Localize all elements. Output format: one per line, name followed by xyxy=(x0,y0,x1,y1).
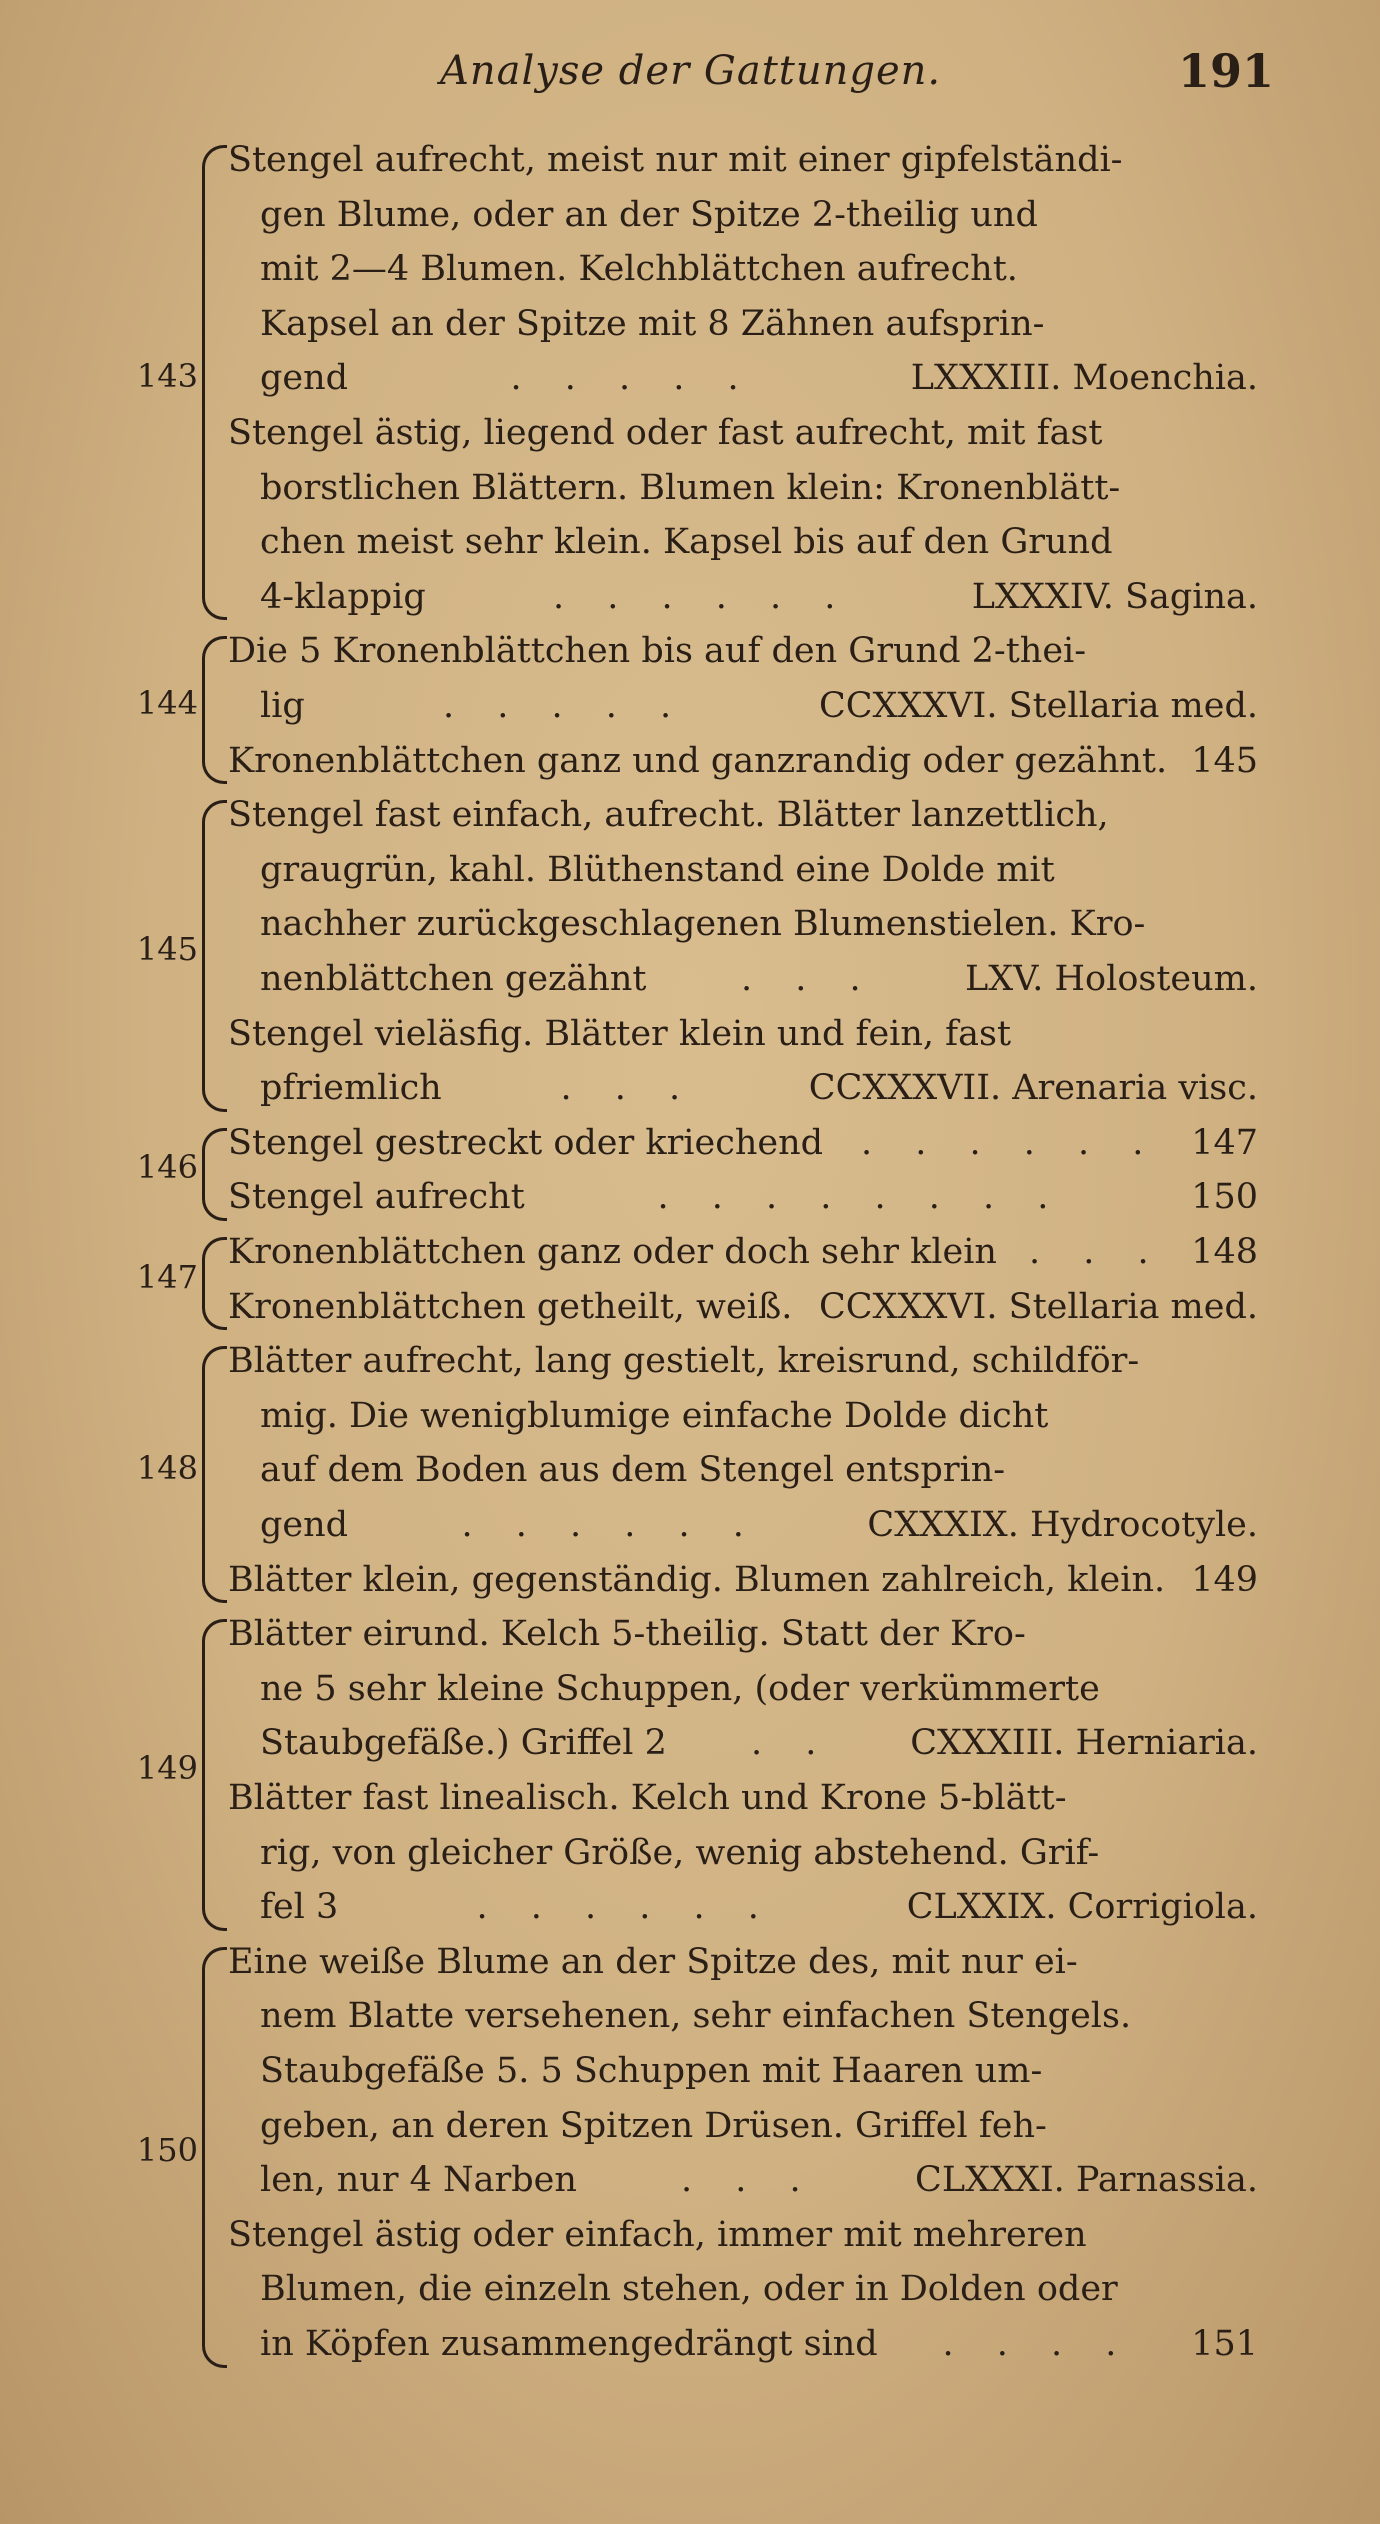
dot-leader: . . . xyxy=(681,2160,817,2201)
entry-number: 143 xyxy=(136,356,198,395)
key-text-line: Stengel fast einfach, aufrecht. Blätter lanzettlich, xyxy=(228,795,1109,836)
key-text-line: Blätter fast linealisch. Kelch und Krone 5-blätt- xyxy=(228,1777,1067,1818)
key-text-line: Stengel ästig oder einfach, immer mit mehreren xyxy=(228,2214,1087,2255)
key-text-line: Staubgefäße 5. 5 Schuppen mit Haaren um- xyxy=(260,2050,1043,2091)
page-number: 191 xyxy=(1178,44,1275,98)
key-text-line: Stengel gestreckt oder kriechend xyxy=(228,1122,824,1163)
dot-leader: . . . . . . . . xyxy=(657,1177,1065,1218)
key-text-line: fel 3 xyxy=(260,1887,339,1928)
entry-number: 144 xyxy=(136,684,198,723)
brace xyxy=(202,1128,227,1221)
key-entry xyxy=(0,1336,1380,1609)
key-text-line: borstlichen Blättern. Blumen klein: Kronenblätt- xyxy=(260,467,1121,508)
key-text-line: nachher zurückgeschlagenen Blumenstielen. Kro- xyxy=(260,904,1146,945)
key-entry xyxy=(0,1937,1380,2374)
dot-leader: . . . xyxy=(560,1068,697,1109)
entry-number: 145 xyxy=(136,929,198,968)
key-target: 149 xyxy=(1191,1559,1258,1600)
brace xyxy=(202,1947,227,2368)
dot-leader: . . . . . . xyxy=(553,576,852,617)
key-text-line: Die 5 Kronenblättchen bis auf den Grund 2-thei- xyxy=(228,631,1087,672)
key-text-line: graugrün, kahl. Blüthenstand eine Dolde mit xyxy=(260,849,1055,890)
brace xyxy=(202,1346,227,1603)
key-text-line: Stengel ästig, liegend oder fast aufrecht, mit fast xyxy=(228,413,1103,453)
key-target: CXXXIX. Hydrocotyle. xyxy=(867,1504,1258,1545)
key-entry xyxy=(0,790,1380,1118)
key-text-line: in Köpfen zusammengedrängt sind xyxy=(260,2323,878,2364)
key-text-line: gend xyxy=(260,1504,349,1545)
key-target: 145 xyxy=(1191,740,1258,781)
page-header xyxy=(0,40,1380,110)
dot-leader: . . . . . . xyxy=(861,1122,1160,1163)
key-target: CLXXXI. Parnassia. xyxy=(915,2160,1258,2201)
entry-number: 147 xyxy=(136,1257,198,1296)
key-text-line: Staubgefäße.) Griffel 2 xyxy=(260,1723,667,1764)
key-text-line: gen Blume, oder an der Spitze 2-theilig und xyxy=(260,194,1038,235)
key-text-line: pfriemlich xyxy=(260,1068,442,1109)
key-entry xyxy=(0,626,1380,790)
entry-number: 148 xyxy=(136,1448,198,1487)
entry-number: 146 xyxy=(136,1148,198,1187)
key-target: CCXXXVII. Arenaria visc. xyxy=(808,1068,1258,1109)
key-text-line: Eine weiße Blume an der Spitze des, mit nur ei- xyxy=(228,1941,1078,1982)
key-target: LXXXIV. Sagina. xyxy=(971,576,1258,617)
brace xyxy=(202,1237,227,1330)
key-text-line: auf dem Boden aus dem Stengel entsprin- xyxy=(260,1450,1006,1491)
key-text-line: Kronenblättchen ganz und ganzrandig oder gezähnt. xyxy=(228,740,1168,781)
key-text-line: Kronenblättchen getheilt, weiß. xyxy=(228,1286,793,1327)
brace xyxy=(202,1619,227,1931)
dot-leader: . . xyxy=(751,1723,833,1764)
key-target: CLXXIX. Corrigiola. xyxy=(906,1887,1258,1928)
entry-number: 149 xyxy=(136,1748,198,1787)
key-target: 147 xyxy=(1191,1122,1258,1163)
key-entry xyxy=(0,1118,1380,1227)
key-text-line: Kapsel an der Spitze mit 8 Zähnen aufsprin- xyxy=(260,303,1045,344)
brace xyxy=(202,800,227,1112)
key-text-line: Blätter eirund. Kelch 5-theilig. Statt der Kro- xyxy=(228,1614,1026,1655)
key-entry xyxy=(0,1227,1380,1336)
key-text-line: Stengel vieläsfig. Blätter klein und fein, fast xyxy=(228,1013,1012,1054)
key-text-line: mit 2—4 Blumen. Kelchblättchen aufrecht. xyxy=(260,249,1018,290)
dot-leader: . . . xyxy=(741,958,877,999)
key-target: 150 xyxy=(1191,1177,1258,1218)
key-text-line: Stengel aufrecht xyxy=(228,1177,525,1218)
brace xyxy=(202,145,227,620)
key-text-line: lig xyxy=(260,685,305,726)
key-entry xyxy=(0,1609,1380,1937)
key-text-line: nenblättchen gezähnt xyxy=(260,958,647,999)
running-head: Analyse der Gattungen. xyxy=(440,48,942,94)
key-target: LXXXIII. Moenchia. xyxy=(910,358,1258,399)
dot-leader: . . . . . . xyxy=(476,1887,775,1928)
key-target: CCXXXVI. Stellaria med. xyxy=(818,685,1258,726)
key-target: LXV. Holosteum. xyxy=(964,958,1258,999)
key-text-line: Blätter klein, gegenständig. Blumen zahlreich, klein. xyxy=(228,1559,1166,1600)
key-text-line: ne 5 sehr kleine Schuppen, (oder verkümmerte xyxy=(260,1668,1100,1709)
key-text-line: nem Blatte versehenen, sehr einfachen Stengels. xyxy=(260,1996,1132,2037)
key-target: CXXXIII. Herniaria. xyxy=(910,1723,1258,1764)
key-text-line: rig, von gleicher Größe, wenig abstehend. Grif- xyxy=(260,1832,1100,1873)
key-text-line: Kronenblättchen ganz oder doch sehr klein xyxy=(228,1232,997,1272)
brace xyxy=(202,636,227,784)
entry-number: 150 xyxy=(136,2131,198,2170)
dot-leader: . . . . . xyxy=(510,358,755,399)
key-text-line: gend xyxy=(260,358,349,399)
key-target: 151 xyxy=(1191,2323,1258,2364)
key-text-line: len, nur 4 Narben xyxy=(260,2160,577,2201)
key-text-line: 4-klappig xyxy=(260,576,426,617)
dot-leader: . . . . . . xyxy=(461,1504,760,1545)
dot-leader: . . . . xyxy=(942,2323,1133,2364)
key-target: 148 xyxy=(1191,1232,1258,1272)
key-text-line: Stengel aufrecht, meist nur mit einer gipfelständi- xyxy=(228,140,1123,180)
key-entry xyxy=(0,135,1380,626)
key-text-line: chen meist sehr klein. Kapsel bis auf den Grund xyxy=(260,522,1113,563)
dot-leader: . . . . . xyxy=(443,685,688,726)
dot-leader: . . . xyxy=(1029,1232,1165,1272)
key-text-line: Blätter aufrecht, lang gestielt, kreisrund, schildför- xyxy=(228,1341,1140,1382)
key-text-line: Blumen, die einzeln stehen, oder in Dolden oder xyxy=(260,2269,1118,2310)
key-target: CCXXXVI. Stellaria med. xyxy=(818,1286,1258,1327)
key-text-line: mig. Die wenigblumige einfache Dolde dicht xyxy=(260,1395,1049,1436)
key-text-line: geben, an deren Spitzen Drüsen. Griffel feh- xyxy=(260,2105,1047,2146)
